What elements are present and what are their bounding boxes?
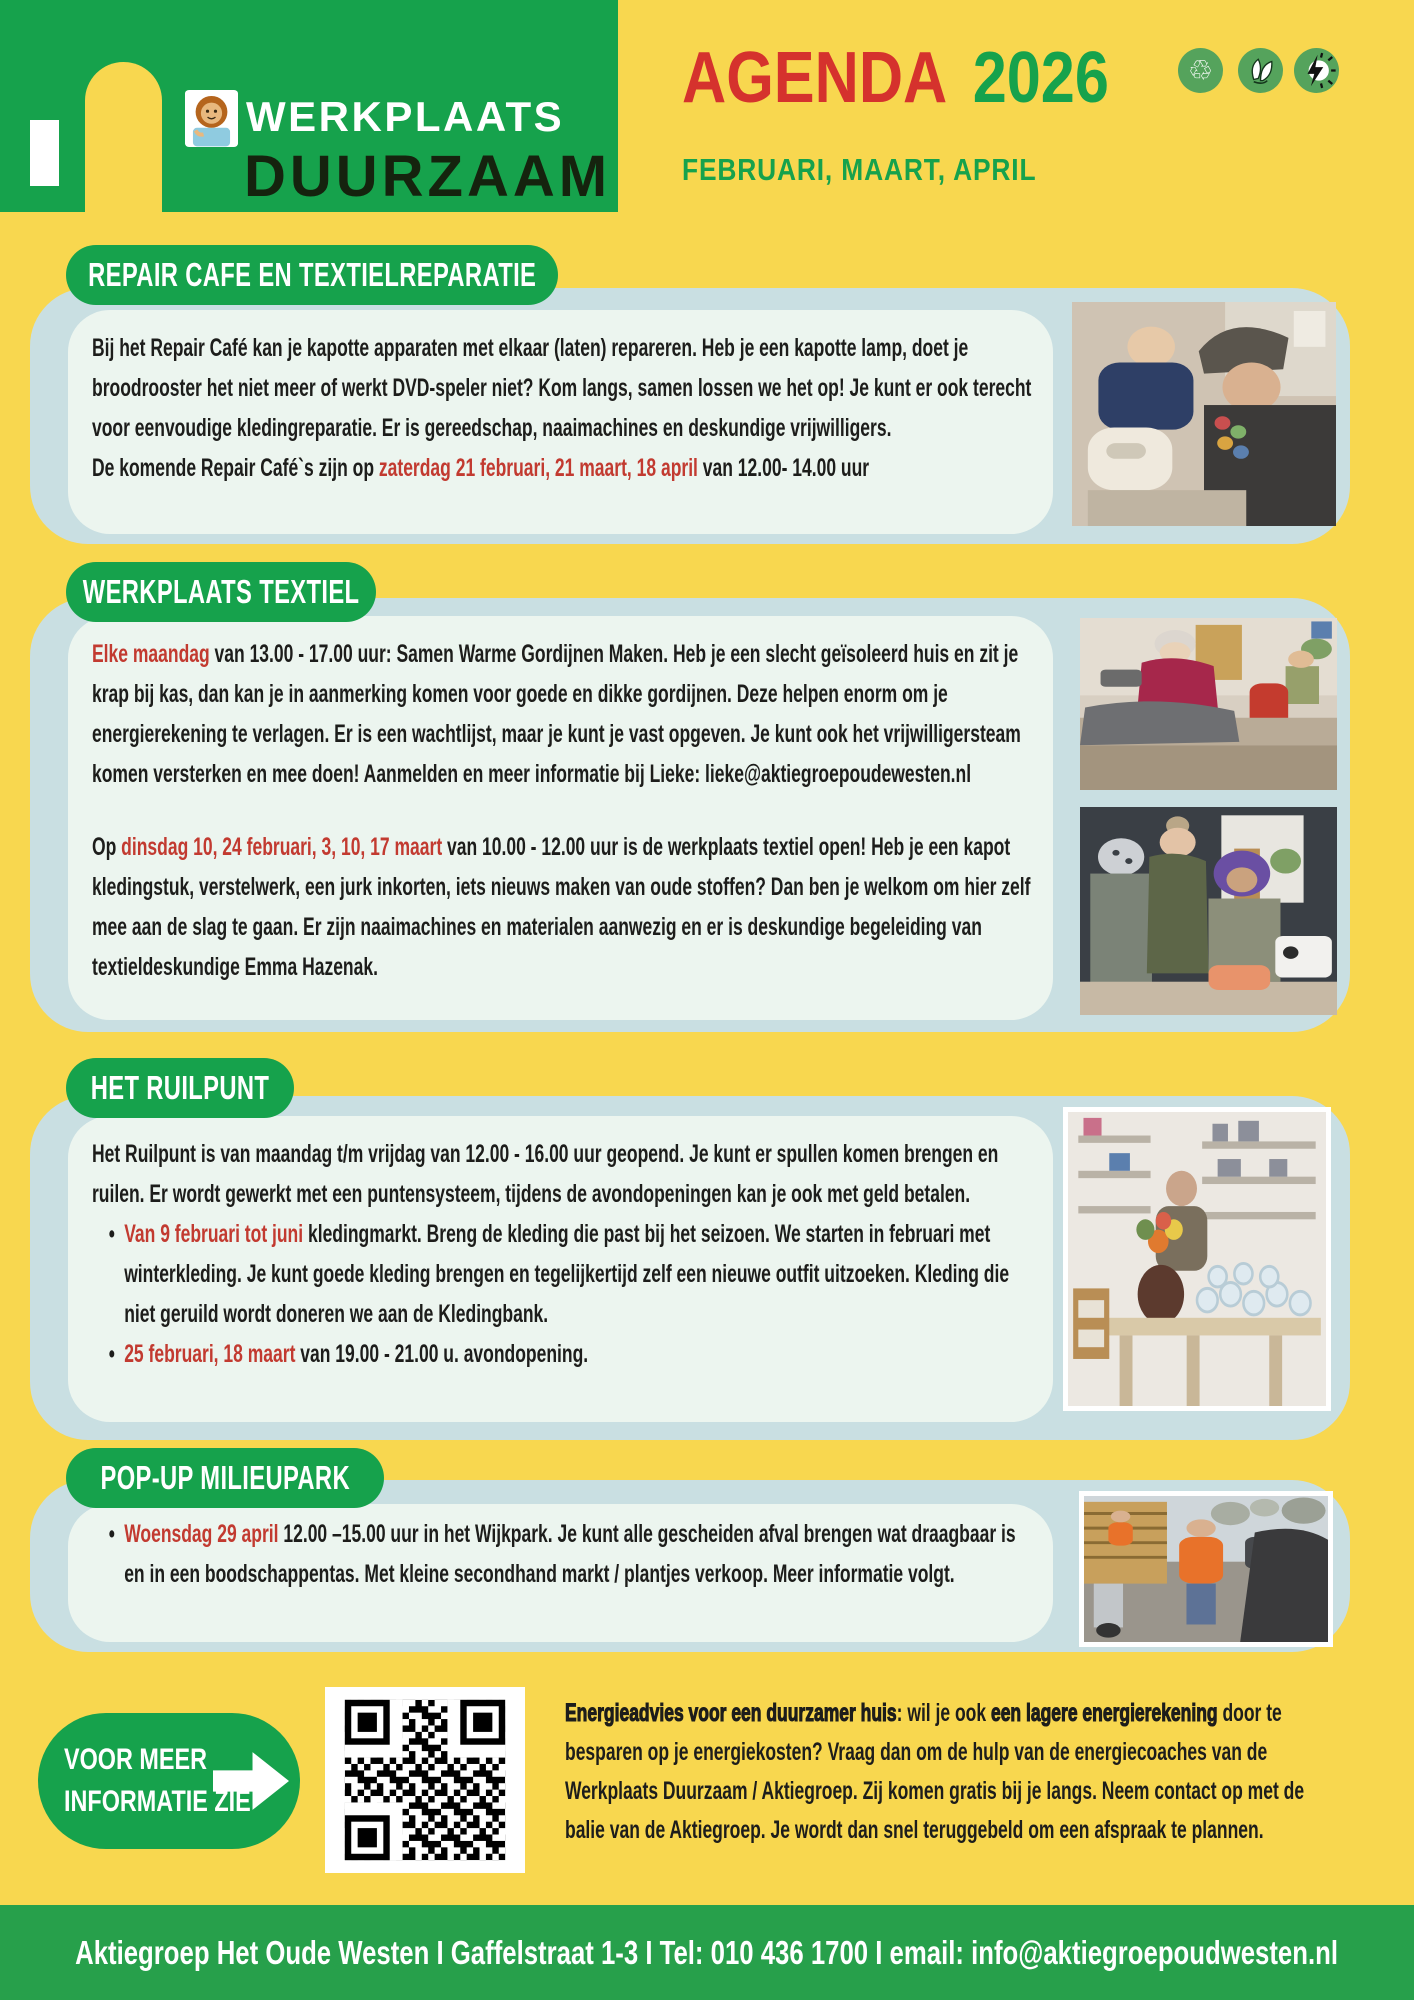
repair-paragraph: Bij het Repair Café kan je kapotte apparaten met elkaar (laten) repareren. Heb je een kapotte lamp, doet je broodrooster het niet meer of werkt DVD-speler niet? Kom langs, samen lossen we het op! Je kunt er ook terecht voor eenvoudige kledingreparatie. Er is gereedschap, naaimachines en deskundige vrijwilligers. [92, 334, 1032, 442]
milieupark-date: Woensdag 29 april [124, 1520, 279, 1548]
textiel-paragraph-1: Elke maandag van 13.00 - 17.00 uur: Samen Warme Gordijnen Maken. Heb je een slecht geïsoleerd huis en zit je krap bij kas, dan kan je in aanmerking komen voor goede en dikke gordijnen. Deze helpen enorm om je energierekening te verlagen. Er is een wachtlijst, maar je kunt je vast opgeven. Je kunt ook het vrijwilligersteam komen versterken en mee doen! Aanmelden en meer informatie bij Lieke: lieke@aktiegroepoudewesten.nl [92, 640, 1021, 788]
section-title-werkplaats-textiel [66, 562, 376, 622]
section-title-popup-milieupark [66, 1448, 384, 1508]
leaf-icon [1238, 48, 1283, 93]
arch-shape [85, 62, 162, 212]
more-info-line1: VOOR MEER [64, 1743, 208, 1776]
logo-line1: WERKPLAATS [246, 93, 565, 140]
section-title-repair-cafe-label: REPAIR CAFE EN TEXTIELREPARATIE [87, 256, 537, 293]
section-title-het-ruilpunt [66, 1058, 294, 1118]
ruilpunt-text-panel [68, 1116, 1053, 1422]
lion-mascot-icon [185, 90, 238, 147]
repair-text-panel [68, 310, 1053, 534]
footer-contact-text: Aktiegroep Het Oude Westen I Gaffelstraat 1-3 I Tel: 010 436 1700 I email: info@aktiegroepoudwesten.nl [75, 1933, 1339, 1971]
textiel-schedule-2: dinsdag 10, 24 februari, 3, 10, 17 maart [121, 833, 443, 861]
textiel-workshop-photo-1 [1080, 618, 1337, 790]
more-info-line2: INFORMATIE ZIE [64, 1785, 251, 1818]
repair-cafe-photo [1072, 302, 1336, 526]
section-title-popup-milieupark-label: POP-UP MILIEUPARK [100, 1459, 350, 1496]
textiel-workshop-photo-2 [1080, 807, 1337, 1015]
page-title [682, 38, 1109, 118]
repair-dates-line: De komende Repair Café`s zijn op zaterdag 21 februari, 21 maart, 18 april van 12.00- 14.00 uur [92, 454, 870, 482]
more-info-pill [38, 1713, 300, 1849]
window-shape [30, 120, 59, 186]
title-year: 2026 [972, 38, 1109, 118]
section-title-werkplaats-textiel-label: WERKPLAATS TEXTIEL [82, 573, 360, 610]
ruilpunt-dates-2: 25 februari, 18 maart [124, 1340, 296, 1368]
energy-icon [1294, 48, 1339, 93]
milieupark-text-panel [68, 1504, 1053, 1642]
logo-line2: DUURZAAM [244, 144, 612, 209]
arrow-right-icon [212, 1743, 290, 1824]
energy-advice-bold-1: Energieadvies voor een duurzamer huis [565, 1699, 897, 1727]
textiel-paragraph-2: Op dinsdag 10, 24 februari, 3, 10, 17 maart van 10.00 - 12.00 uur is de werkplaats textiel open! Heb je een kapot kledingstuk, verstelwerk, een jurk inkorten, iets nieuws maken van oude stoffen? Dan ben je welkom om hier zelf mee aan de slag te gaan. Er zijn naaimachines en materialen aanwezig en er is deskundige begeleiding van textieldeskundige Emma Hazenak. [92, 833, 1031, 981]
title-agenda: AGENDA [682, 38, 948, 118]
energy-advice-paragraph: Energieadvies voor een duurzamer huis: wil je ook een lagere energierekening door te besparen op je energiekosten? Vraag dan om de hulp van de energiecoaches van de Werkplaats Duurzaam / Aktiegroep. Zij komen gratis bij je langs. Neem contact op met de balie van de Aktiegroep. Je wordt dan snel teruggebeld om een afspraak te plannen. [565, 1699, 1305, 1844]
qr-code [325, 1687, 525, 1873]
ruilpunt-bullet-1: • Van 9 februari tot juni kledingmarkt. Breng de kleding die past bij het seizoen. We starten in februari met winterkleding. Je kunt goede kleding brengen en tegelijkertijd zelf een nieuwe outfit uitzoeken. Kleding die niet geruild wordt doneren we aan de Kledingbank. [108, 1220, 1010, 1328]
section-title-repair-cafe [66, 245, 558, 305]
recycle-glyph: ♲ [1187, 53, 1214, 87]
section-title-het-ruilpunt-label: HET RUILPUNT [90, 1069, 270, 1106]
ruilpunt-intro: Het Ruilpunt is van maandag t/m vrijdag van 12.00 - 16.00 uur geopend. Je kunt er spullen komen brengen en ruilen. Er wordt gewerkt met een puntensysteem, tijdens de avondopeningen kan je ook met geld betalen. [92, 1140, 999, 1208]
lion-logo [185, 90, 238, 147]
repair-dates: zaterdag 21 februari, 21 maart, 18 april [378, 454, 698, 482]
energy-advice-bold-2: een lagere energierekening [990, 1699, 1218, 1727]
textiel-text-panel [68, 616, 1053, 1020]
milieupark-photo [1084, 1496, 1328, 1642]
milieupark-bullet: • Woensdag 29 april 12.00 –15.00 uur in het Wijkpark. Je kunt alle gescheiden afval brengen wat draagbaar is en in een boodschappentas. Met kleine secondhand markt / plantjes verkoop. Meer informatie volgt. [108, 1520, 1016, 1588]
footer-bar [0, 1905, 1414, 2000]
subtitle-months: FEBRUARI, MAART, APRIL [682, 152, 1037, 187]
ruilpunt-dates-1: Van 9 februari tot juni [124, 1220, 304, 1248]
textiel-schedule-1: Elke maandag [92, 640, 210, 668]
ruilpunt-bullet-2: • 25 februari, 18 maart van 19.00 - 21.00 u. avondopening. [108, 1340, 589, 1368]
recycle-icon [1178, 48, 1223, 93]
ruilpunt-shop-photo [1068, 1112, 1326, 1406]
